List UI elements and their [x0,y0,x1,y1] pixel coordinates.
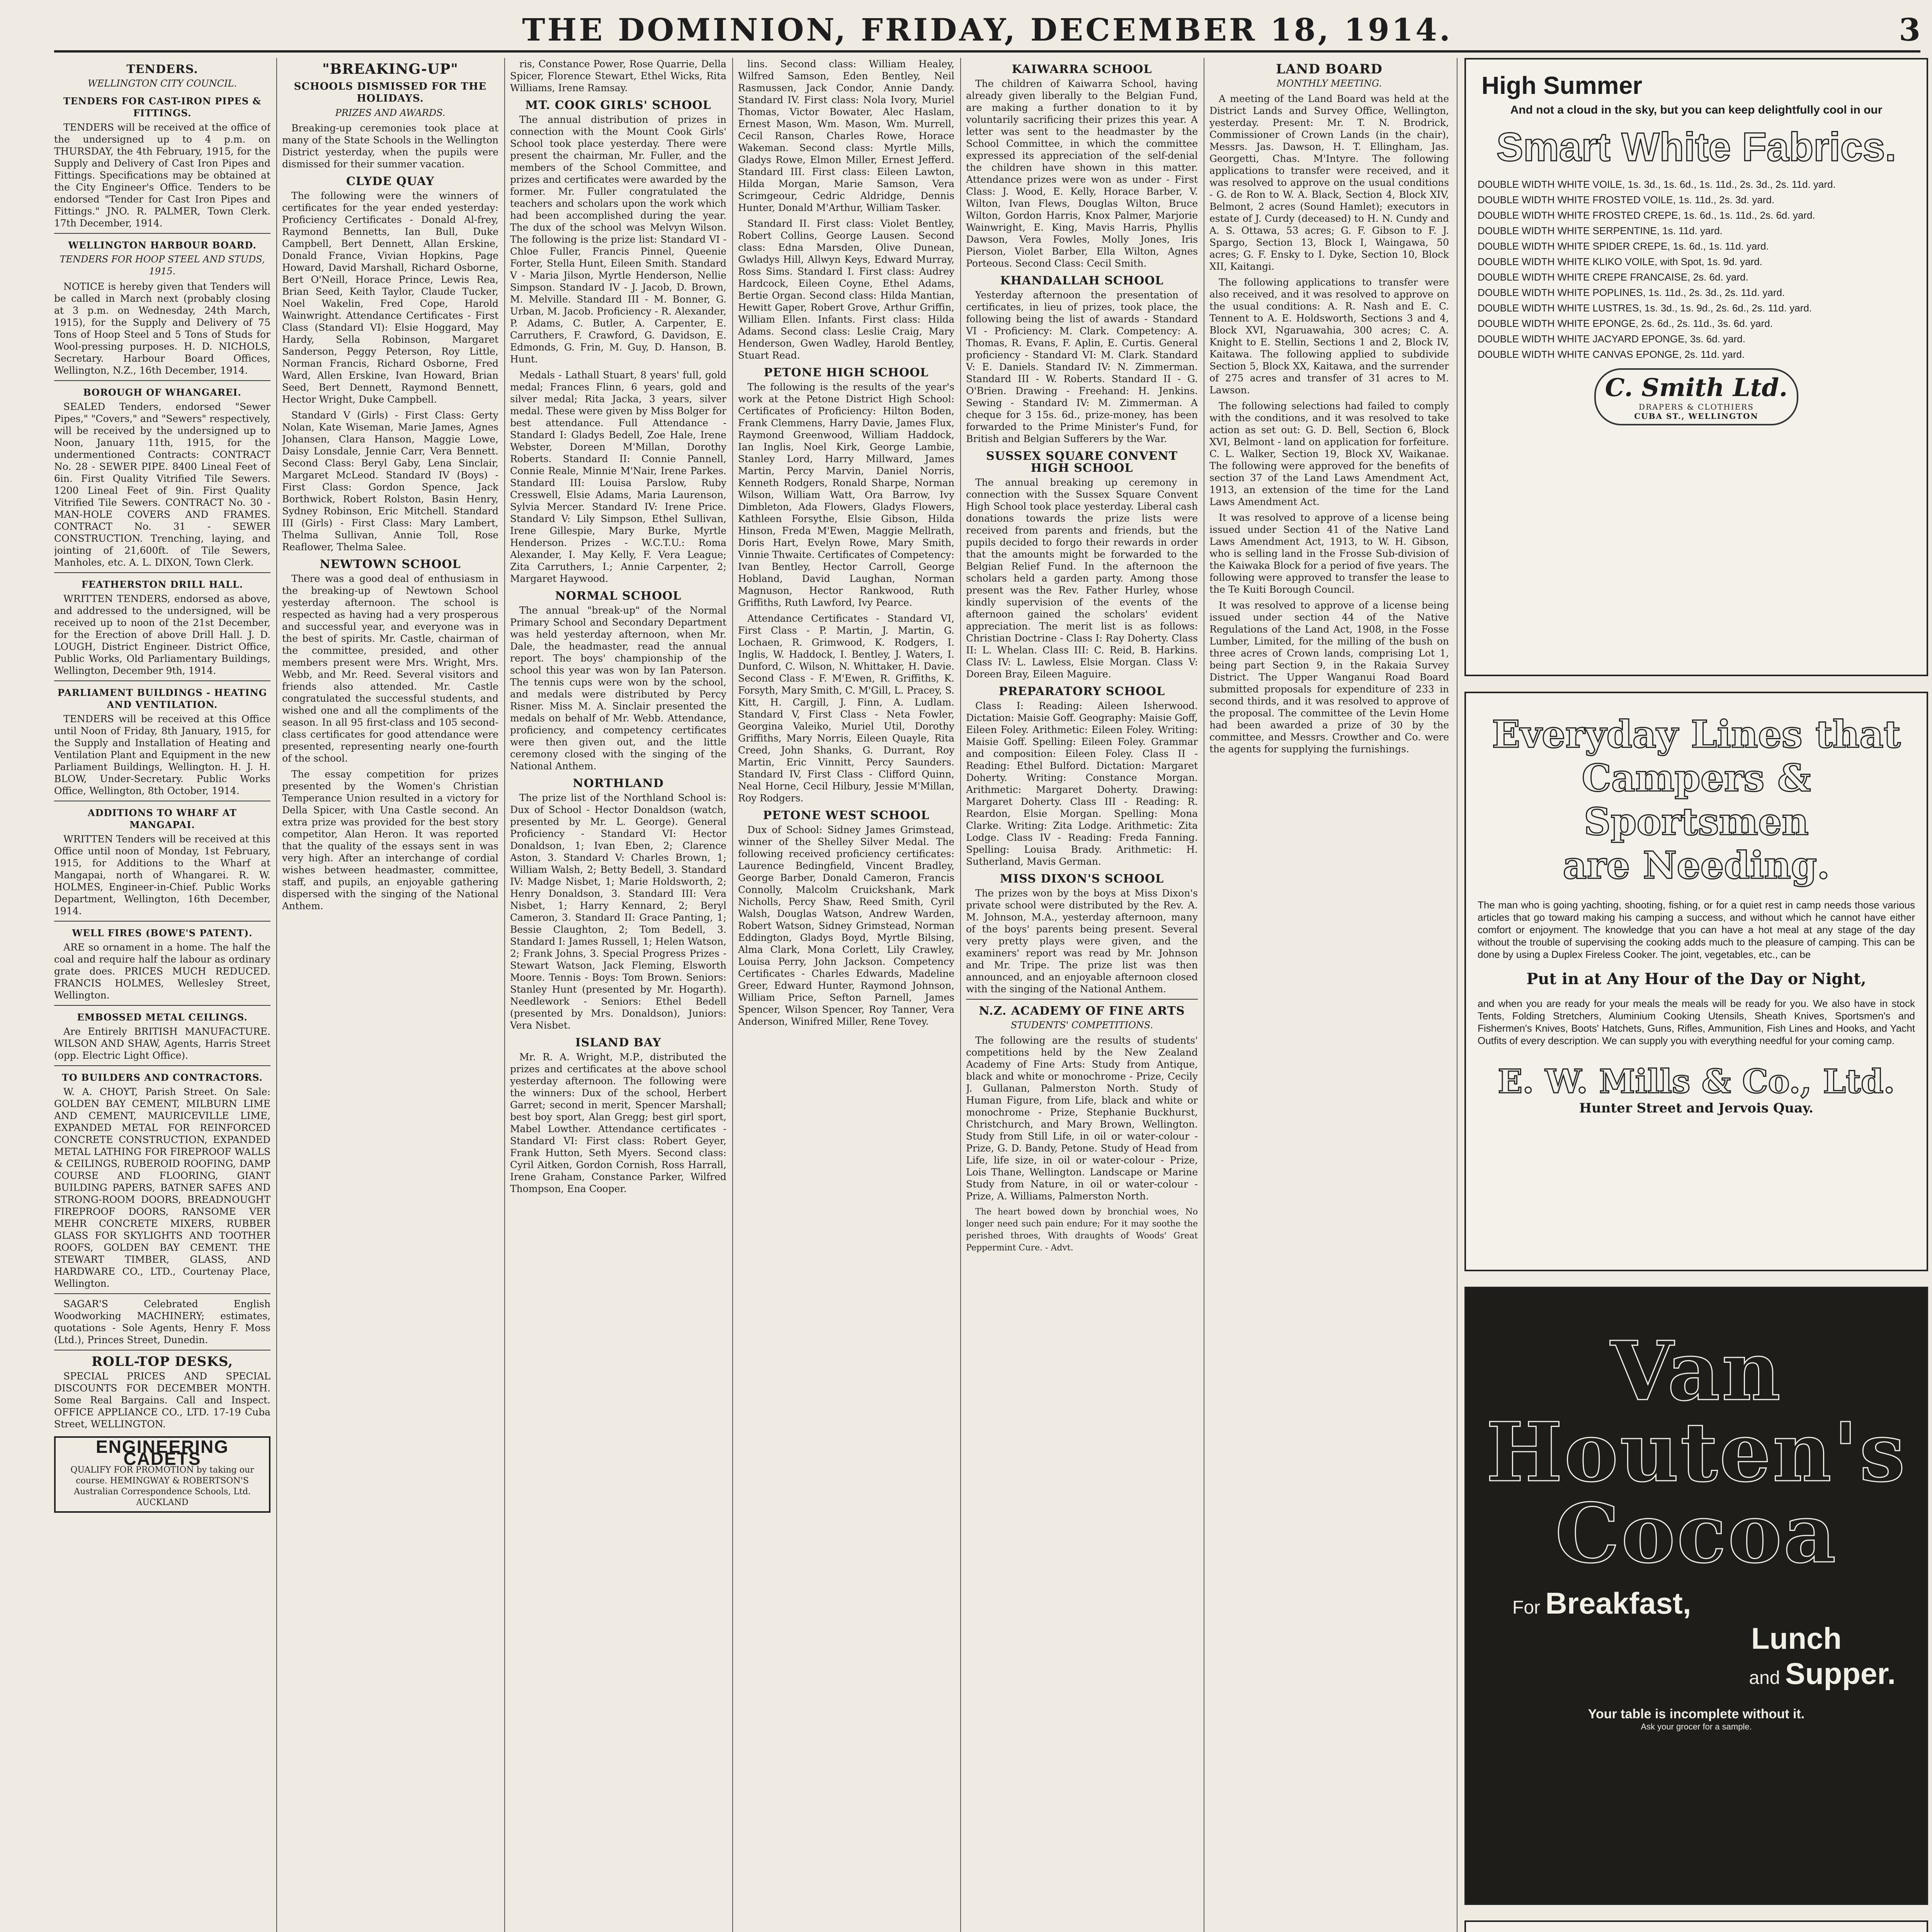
fabric-product-item: DOUBLE WIDTH WHITE FROSTED VOILE, 1s. 11d., 2s. 3d. yard. [1478,194,1775,206]
mills-body-2: and when you are ready for your meals the meals will be ready for you. We also have in stock Tents, Folding Stretchers, Aluminium Cooking Utensils, Sheath Knives, Sportsmen's and Fishermen's Knives, Boots' Hatchets, Guns, Rifles, Ammunition, Fish Lines and Hooks, and Yacht Outfits of every description. We can supply you with everything needful for your coming camp. [1478,998,1915,1046]
preparatory-body: Class I: Reading: Aileen Isherwood. Dictation: Maisie Goff. Geography: Maisie Goff, Eileen Foley. Arithmetic: Eileen Foley. Writing: Maisie Goff. Spelling: Eileen Foley. Grammar and composition: Eileen Foley. Class II - Reading: Ethel Bulford. Dictation: Margaret Doherty. Writing: Constance Morgan. Arithmetic: Margaret Doherty. Drawing: Margaret Doherty. Class III - Reading: R. Reardon, Elsie Morgan. Spelling: Mona Clarke. Writing: Zita Lodge. Arithmetic: Zita Lodge. Class IV - Reading: Freda Fanning. Spelling: Louisa Brady. Arithmetic: H. Sutherland, Mavis German. [966,700,1198,867]
mills-headline-1: Everyday Lines that [1492,713,1901,756]
khandallah-title: KHANDALLAH SCHOOL [1000,274,1164,287]
mills-campers-ad [1464,692,1928,1271]
col3-intro: ris, Constance Power, Rose Quarrie, Della Spicer, Florence Stewart, Ethel Wicks, Rita Williams, Irene Ramsay. [510,58,726,94]
cocoa-for: For [1512,1597,1540,1618]
breaking-up-column [282,58,498,1932]
engineering-title: ENGINEERING CADETS [95,1437,229,1469]
land-board-body: A meeting of the Land Board was held at the District Lands and Survey Office, Wellington, yesterday. Present: Mr. T. N. Brodrick, Commissioner of Crown Lands (in the chair), Messrs. Jas. Dawson, H. T. Ellingham, Jas. Georgetti, Chas. M'Intyre. The following applications to transfer were received, and it was resolved to approve on the usual conditions - G. de Ron to W. A. Black, Section 4, Block XIV, Belmont, 2 acres (Sound Hamlet); executors in estate of J. Curdy (deceased) to H. N. Cundy and A. S. Ottawa, 53 acres; G. F. Gibson to F. J. Spargo, Section 13, Block I, Waingawa, 50 acres; G. F. Ensky to I. Dyke, Section 10, Block XII, Kaitangi. [1209,93,1449,272]
cocoa-lunch: Lunch [1751,1621,1842,1655]
academy-title: N.Z. ACADEMY OF FINE ARTS [979,1004,1185,1018]
khandallah-body: Yesterday afternoon the presentation of certificates, in lieu of prizes, took place, the following being the list of awards - Standard VI - Proficiency: M. Clark. Competency: A. Thomas, R. Evans, F. Aplin, E. Curtis. General proficiency - Standard VI: M. Clark. Standard V: E. Daniels. Standard IV: N. Zimmerman. Standard III - W. Roberts. Standard II - G. O'Brien. Drawing - Freehand: H. Jenkins. Sewing - Standard IV: M. Zimmerman. A cheque for 3 15s. 6d., prize-money, has been forwarded to the Prime Minister's Fund, for British and Belgian Sufferers by the War. [966,289,1198,444]
land-board-subtitle: MONTHLY MEETING. [1276,78,1382,89]
newtown-title: NEWTOWN SCHOOL [320,558,461,571]
breaking-up-title: "BREAKING-UP" [322,61,459,77]
breaking-up-intro: Breaking-up ceremonies took place at many of the State Schools in the Wellington District yesterday, when the pupils were dismissed for their summer vacation. [282,122,498,170]
newtown-body-2: The essay competition for prizes presented by the Women's Christian Temperance Union resulted in a victory for Della Spicer, with Una Castle second. An extra prize was provided for the best story competitor, Alan Heron. It was reported that the quality of the essays sent in was very high. After an interchange of cordial wishes between headmaster, committee, staff, and pupils, an enjoyable gathering dispersed with the singing of the National Anthem. [282,769,498,912]
embossed-ceilings-body: Are Entirely BRITISH MANUFACTURE. WILSON AND SHAW, Agents, Harris Street (opp. Electric Light Office). [54,1026,270,1061]
petone-west-body: Dux of School: Sidney James Grimstead, winner of the Shelley Silver Medal. The following received proficiency certificates: Laurence Bedingfield, Vincent Bradley, George Barber, Donald Cameron, Francis Connolly, Malcolm Cruickshank, Mark Nicholls, Percy Shaw, Reed Smith, Cyril Walsh, Douglas Watson, Andrew Warden, Robert Watson, Sidney Grimstead, Norman Eddington, Gladys Boyd, Myrtle Bilsing, Alma Clark, Mona Corlett, Lily Crawley, Louisa Perry, John Jackson. Competency Certificates - Charles Edwards, Madeline Greer, Edward Hunter, Raymond Johnson, William Price, Sefton Parnell, James Spencer, Wilson Spencer, Roy Tanner, Vera Anderson, Winifred Miller, Rene Tovey. [738,824,954,1027]
smith-logo-sub: DRAPERS & CLOTHIERS [1639,402,1754,412]
harbour-board-sub: TENDERS FOR HOOP STEEL AND STUDS, 1915. [60,254,265,277]
cocoa-brand-2: Houten's [1486,1405,1907,1500]
tender-pipes-title: TENDERS FOR CAST-IRON PIPES & FITTINGS. [63,95,262,119]
kaiwarra-body: The children of Kaiwarra School, having already given liberally to the Belgian Fund, are making a further donation to it by voluntarily sacrificing their prizes this year. A letter was sent to the headmaster by the School Committee, in which the committee expressed its appreciation of the self-denial the children have shown in this matter. Attendance prizes were won as under - First Class: J. Wood, E. Kelly, Horace Barber, V. Wilton, Ivan Flews, Douglas Wilton, Bruce Wilton, Gordon Harris, Knox Palmer, Marjorie Wainwright, E. King, Mavis Harris, Phyllis Dawson, Vera Fowles, Molly Jones, Iris Pierson, Violet Barber, Ella Wilton, Agnes Porteous. Second Class: Cecil Smith. [966,78,1198,269]
tender-pipes-body: TENDERS will be received at the office of the undersigned up to 4 p.m. on THURSDAY, the 4th February, 1915, for the Supply and Delivery of Cast Iron Pipes and Fittings. Specifications may be obtained at the City Engineer's Office. Tenders to be endorsed "Tender for Cast Iron Pipes and Fittings." JNO. R. PALMER, Town Clerk. 17th December, 1914. [54,122,270,229]
col4-intro: lins. Second class: William Healey, Wilfred Samson, Eden Bentley, Neil Rasmussen, Jack Condor, Annie Dandy. Standard IV. First class: Nola Ivory, Muriel Thomas, Victor Bowater, Alec Haslam, Ernest Mason, Wm. Mason, Wm. Murrell, Cecil Ranson, Charles Rowe, Horace Wakeman. Second class: Myrtle Mills, Gladys Rowe, Elmon Miller, Ernest Jefferd. Standard III. First class: Eileen Lawton, Hilda Morgan, Marie Samson, Vera Scrimgeour, Cedric Aldridge, Dennis Hunter, Donald M'Arthur, William Tasker. [738,58,954,213]
mills-firm: E. W. Mills & Co., Ltd. [1498,1062,1895,1100]
cocoa-brand-1: Van [1610,1323,1782,1419]
embossed-ceilings-title: EMBOSSED METAL CEILINGS. [77,1012,248,1023]
schools-column-3 [738,58,954,1932]
sagar-notice: SAGAR'S Celebrated English Woodworking MACHINERY; estimates, quotations - Sole Agents, Henry F. Moss (Ltd.), Princes Street, Dunedin. [54,1298,270,1345]
cocoa-and: and [1749,1668,1780,1688]
featherston-body: WRITTEN TENDERS, endorsed as above, and addressed to the undersigned, will be received up to noon of the 21st December, for the Erection of above Drill Hall. J. D. LOUGH, District Engineer. District Office, Public Works, Old Parliamentary Buildings, Wellington, December 9th, 1914. [54,593,270,676]
petone-west-title: PETONE WEST SCHOOL [763,809,930,822]
rolltop-body: SPECIAL PRICES AND SPECIAL DISCOUNTS FOR DECEMBER MONTH. Some Real Bargains. Call and Inspect. OFFICE APPLIANCE CO., LTD. 17-19 Cuba Street, WELLINGTON. [54,1371,270,1430]
masthead [54,12,1920,53]
high-summer-tagline: And not a cloud in the sky, but you can keep delightfully cool in our [1510,104,1883,116]
northland-body: The prize list of the Northland School is: Dux of School - Hector Donaldson (watch, presented by Mr. L. George). General Proficiency - Standard VI: Hector Donaldson, 1; Ivan Eben, 2; Clarence Aston, 3. Standard V: Charles Brown, 1; William Walsh, 2; Betty Bedell, 3. Standard IV: Madge Nisbet, 1; Marie Holdsworth, 2; Henry Donaldson, 3. Standard III: Vera Nisbet, 1; Harry Kennard, 2; Beryl Cameron, 3. Standard II: Grace Panting, 1; Bessie Claughton, 2; Tom Bedell, 3. Standard I: James Russell, 1; Helen Watson, 2; Frank Johns, 3. Special Progress Prizes - Stewart Watson, Jack Fleming, Elsworth Moore. Tennis - Boys: Tom Brown. Seniors: Stanley Hunt (presented by Mr. Hogarth). Needlework - Seniors: Ethel Bedell (presented by Mrs. Donaldson), Juniors: Vera Nisbet. [510,792,726,1031]
column-rule [276,58,277,1932]
land-board-column [1209,58,1449,1932]
sussex-title: SUSSEX SQUARE CONVENT HIGH SCHOOL [986,449,1178,475]
newtown-body: There was a good deal of enthusiasm in the breaking-up of Newtown School yesterday afternoon. The school is respected as having had a very prosperous and successful year, and everyone was in the best of spirits. Mr. Castle, chairman of the committee, presided, and other members present were Mrs. Wright, Mrs. Webb, and Mr. Reed. Several visitors and friends also attended. Mr. Castle congratulated the successful students, and wished one and all the compliments of the season. In all 95 first-class and 105 second-class certificates for good attendance were presented, representing nearly one-fourth of the school. [282,573,498,764]
academy-body: The following are the results of students' competitions held by the New Zealand Academy of Fine Arts: Study from Antique, black and white or monochrome - Prize, Cecily J. Gullanan, Palmerston North. Study of Human Figure, from Life, black and white or monochrome - Prize, Stephanie Buckhurst, Christchurch, and Mary Brown, Wellington. Study from Still Life, in oil or water-colour - Prize, G. D. Bandy, Petone. Study of Head from Life, life size, in oil or water-colour - Prize, Lois Thane, Wellington. Landscape or Marine Study from Nature, in oil or water-colour - Prize, A. Williams, Palmerston North. [966,1035,1198,1202]
fabric-product-item: DOUBLE WIDTH WHITE CREPE FRANCAISE, 2s. 6d. yard. [1478,271,1748,283]
engineering-cadets-ad [54,1436,270,1513]
tenders-header: TENDERS. [126,63,198,76]
northland-title: NORTHLAND [573,777,664,790]
cocoa-brand-3: Cocoa [1555,1486,1838,1581]
clyde-quay-title: CLYDE QUAY [346,175,435,188]
peppermint-cure-advt: The heart bowed down by bronchial woes, No longer need such pain endure; For it may soothe the perished throes, With draughts of Woods' Great Peppermint Cure. - Advt. [966,1207,1198,1253]
tenders-column [54,58,270,1932]
fabric-product-item: DOUBLE WIDTH WHITE POPLINES, 1s. 11d., 2s. 3d., 2s. 11d. yard. [1478,287,1785,298]
council-name: WELLINGTON CITY COUNCIL. [87,78,237,89]
kaiwarra-title: KAIWARRA SCHOOL [1012,63,1152,76]
fabric-product-item: DOUBLE WIDTH WHITE EPONGE, 2s. 6d., 2s. 11d., 3s. 6d. yard. [1478,318,1773,329]
engineering-body: QUALIFY FOR PROMOTION by taking our course. HEMINGWAY & ROBERTSON'S Australian Correspondence Schools, Ltd. AUCKLAND [70,1465,254,1507]
fabric-product-item: DOUBLE WIDTH WHITE KLIKO VOILE, with Spot, 1s. 9d. yard. [1478,256,1762,267]
mills-callout: Put in at Any Hour of the Day or Night, [1526,970,1866,988]
masthead-title: THE DOMINION, FRIDAY, DECEMBER 18, 1914. [522,12,1452,48]
land-board-body-2: The following applications to transfer were also received, and it was resolved to approve on the usual conditions: A. R. Nash and E. C. Tennent to A. E. Holdsworth, Sections 3 and 4, Block XVI, Ngaruawahia, 300 acres; C. A. Knight to E. Stellin, Sections 1 and 2, Block IV, Kaitawa. The following applied to subdivide Section 5, Block XX, Kaitawa, and the surrender of 275 acres and transfer of 31 acres to M. Lawson. [1209,277,1449,396]
petone-high-body-2: Attendance Certificates - Standard VI, First Class - P. Martin, J. Martin, G. Lochaen, R. Grimwood, K. Rodgers, I. Inglis, W. Haddock, I. Bentley, J. Waters, I. Dunford, C. Wilson, N. Whittaker, H. Davie. Second Class - F. M'Ewen, R. Griffiths, K. Forsyth, Mary Smith, C. M'Gill, L. Pracey, S. Kitt, H. Cargill, J. Finn, A. Ludlam. Standard V, First Class - Neta Fowler, Georgina Valeiko, Muriel Util, Dorothy Griffiths, Mary Norris, Eileen Quayle, Rita Creed, John Shanks, G. Durrant, Roy Martin, Eric Vinnitt, Percy Saunders. Standard IV, First Class - Clifford Quinn, Neal Horne, Cecil Hilbury, Jessie M'Millan, Roy Rodgers. [738,613,954,804]
builders-body: W. A. CHOYT, Parish Street. On Sale: GOLDEN BAY CEMENT, MILBURN LIME AND CEMENT, MAURICEVILLE LIME, EXPANDED METAL FOR REINFORCED CONCRETE CONSTRUCTION, EXPANDED METAL LATHING FOR FIREPROOF WALLS & CEILINGS, RUBEROID ROOFING, DAMP COURSE AND FLOORING, GIANT BUILDING PAPERS, BATNER SAFES AND STRONG-ROOM DOORS, BREADNOUGHT FIREPROOF DOORS, RANSOME VER MEHR CONCRETE MIXERS, RUBBER GLASS FOR SKYLIGHTS AND TOOTHER ROOFS, GOLDEN BAY CEMENT. THE STEWART TIMBER, GLASS, AND HARDWARE CO., LTD., Courtenay Place, Wellington. [54,1086,270,1289]
preparatory-title: PREPARATORY SCHOOL [998,685,1165,698]
cocoa-breakfast: Breakfast, [1545,1586,1691,1620]
mills-address: Hunter Street and Jervois Quay. [1579,1100,1813,1116]
builders-title: TO BUILDERS AND CONTRACTORS. [62,1072,263,1083]
sussex-body: The annual breaking up ceremony in connection with the Sussex Square Convent High School took place yesterday. Liberal cash donations towards the prize lists were received from parents and friends, but the pupils decided to forgo their rewards in order that the amounts might be forwarded to the Belgian Relief Fund. In the afternoon the scholars held a garden party. Among those present was the Rev. Father Hurley, whose kindly supervision of the events of the afternoon gained the scholars' evident appreciation. The merit list is as follows: Christian Doctrine - Class I: Ray Doherty. Class II: L. Whelan. Class III: C. Reid, B. Harkins. Class IV: L. Lawless, Elsie Morgan. Class V: Doreen Bray, Eileen Maguire. [966,477,1198,680]
van-houten-cocoa-ad [1464,1287,1928,1905]
whangarei-title: BOROUGH OF WHANGAREI. [83,387,242,398]
clyde-quay-body-2: Standard V (Girls) - First Class: Gerty Nolan, Kate Wiseman, Marie James, Agnes Johansen, Clara Hanson, Maggie Lowe, Daisy Lonsdale, Jennie Carr, Vera Bennett. Second Class: Beryl Gaby, Lena Sinclair, Margaret McLeod. Standard IV (Boys) - First Class: Gordon Spence, Jack Borthwick, Robert Rolston, Basin Henry, Sydney Robinson, Eric Mitchell. Standard III (Girls) - First Class: Mary Lambert, Thelma Sullivan, Annie Toll, Rose Reaflower, Thelma Salee. [282,410,498,553]
clyde-quay-body: The following were the winners of certificates for the year ended yesterday: Proficiency Certificates - Donald Al-frey, Raymond Bennetts, Ian Bull, Duke Campbell, Bert Dennett, Allan Erskine, Donald France, Vivian Hopkins, Page Howard, David Marshall, Richard Osborne, Bert O'Neill, Horace Prince, Lewis Rea, Brian Seed, Keith Taylor, Claude Tucker, Noel Wakelin, Fred Cope, Harold Wainwright. Attendance Certificates - First Class (Standard VI): Elsie Hoggard, May Hardy, Sella Robinson, Margaret Sanderson, Peggy Peterson, Roy Little, Norman Francis, Richard Osborne, Fred Ward, Allen Erskine, Ivan Howard, Brian Seed, Bert Dennett, Raymond Bennett, Hector Wright, Duke Campbell. [282,190,498,405]
harbour-board-title: WELLINGTON HARBOUR BOARD. [68,240,257,251]
cocoa-supper: Supper. [1785,1656,1896,1690]
grape-nuts-ad [1464,1920,1928,1932]
mills-body: The man who is going yachting, shooting, fishing, or for a quiet rest in camp needs those various articles that go toward making his camping a success, and without which he cannot have either comfort or enjoyment. The knowledge that you can have a hot meal at any stage of the day without the trouble of supervising the cooking adds much to the pleasure of camping. This can be done by using a Duplex Fireless Cooker. The joint, vegetables, etc., can be [1478,899,1915,960]
prizes-awards: PRIZES AND AWARDS. [335,107,446,118]
breaking-up-subtitle: SCHOOLS DISMISSED FOR THE HOLIDAYS. [294,81,487,104]
mt-cook-body: The annual distribution of prizes in connection with the Mount Cook Girls' School took place yesterday. There were present the chairman, Mr. Fuller, and the members of the School Committee, and prizes and certificates were awarded by the former. Mr. Fuller congratulated the teachers and scholars upon the work which had been accomplished during the year. The dux of the school was Melvyn Wilson. The following is the prize list: Standard VI - Chloe Fuller, Francis Pinnel, Queenie Forter, Stella Hunt, Eileen Smith. Standard V - Maria Jilson, Myrtle Henderson, Nellie Simpson. Standard IV - J. Jacob, D. Brown, M. Melville. Standard III - M. Bonner, G. Urban, M. Jacob. Proficiency - R. Alexander, P. Adams, C. Butler, A. Carpenter, E. Carruthers, F. Crawford, G. Davidson, E. Edmonds, G. Frin, M. Guy, D. Hanson, B. Hunt. [510,114,726,365]
schools-column-2 [510,58,726,1932]
cocoa-sample: Ask your grocer for a sample. [1641,1722,1752,1731]
fabric-product-item: DOUBLE WIDTH WHITE LUSTRES, 1s. 3d., 1s. 9d., 2s. 6d., 2s. 11d. yard. [1478,302,1812,314]
fabric-product-item: DOUBLE WIDTH WHITE SERPENTINE, 1s. 11d. yard. [1478,225,1723,236]
well-fires-body: ARE so ornament in a home. The half the coal and require half the labour as ordinary grate does. PRICES MUCH REDUCED. FRANCIS HOLMES, Wellesley Street, Wellington. [54,942,270,1001]
academy-sub: STUDENTS' COMPETITIONS. [1010,1020,1153,1031]
island-bay-body: Mr. R. A. Wright, M.P., distributed the prizes and certificates at the above school yesterday afternoon. The following were the winners: Dux of the school, Herbert Garret; second in merit, Spencer Marshall; best boy sport, Alan Gregg; best girl sport, Mabel Lowther. Attendance certificates - Standard VI: First class: Robert Geyer, Frank Hutton, Seth Myers. Second class: Cyril Aitken, Gordon Cornish, Ross Harrall, Irene Graham, Constance Parker, Wilfred Thompson, Ena Cooper. [510,1051,726,1194]
land-board-body-4: It was resolved to approve of a license being issued under Section 41 of the Native Land Laws Amendment Act, 1913, to W. H. Gibson, who is selling land in the Frosse Sub-division of the Kaiwaka Block for a period of five years. The following were approved to transfer the lease to the Te Kuiti Borough Council. [1209,512,1449,595]
schools-column-4 [966,58,1198,1932]
column-rule [1457,58,1458,1932]
fabric-product-item: DOUBLE WIDTH WHITE SPIDER CREPE, 1s. 6d., 1s. 11d. yard. [1478,240,1769,252]
smith-logo [1594,368,1798,425]
rolltop-title: ROLL-TOP DESKS, [91,1354,233,1369]
miss-dixon-title: MISS DIXON'S SCHOOL [1000,872,1164,886]
page-number: 3 [1899,12,1920,48]
well-fires-title: WELL FIRES (BOWE'S PATENT). [72,927,253,939]
featherston-title: FEATHERSTON DRILL HALL. [81,579,243,590]
petone-high-title: PETONE HIGH SCHOOL [764,366,929,379]
smith-logo-place: CUBA ST., WELLINGTON [1634,411,1759,421]
normal-school-title: NORMAL SCHOOL [555,589,682,603]
smart-white-headline: Smart White Fabrics. [1496,125,1896,170]
high-summer-kicker: High Summer [1481,71,1643,99]
wharf-body: WRITTEN Tenders will be received at this Office until noon of Monday, 1st February, 1915, for Additions to the Wharf at Mangapai, north of Whangarei. R. W. HOLMES, Engineer-in-Chief. Public Works Department, Wellington, 16th December, 1914. [54,833,270,917]
mills-headline-2: Campers & Sportsmen [1582,756,1811,844]
fabric-product-item: DOUBLE WIDTH WHITE CANVAS EPONGE, 2s. 11d. yard. [1478,349,1745,360]
normal-school-body: The annual "break-up" of the Normal Primary School and Secondary Department was held yesterday afternoon, when Mr. Dale, the headmaster, read the annual report. The boys' championship of the school this year was won by Ian Paterson. The tennis cups were won by the school, and medals were distributed by Percy Risner. Miss M. A. Sinclair presented the medals on behalf of Mr. Webb. Attendance, proficiency, and competency certificates were then given out, and the little ceremony closed with the singing of the National Anthem. [510,605,726,772]
smart-white-fabrics-ad [1464,58,1928,676]
wharf-title: ADDITIONS TO WHARF AT MANGAPAI. [88,807,237,830]
miss-dixon-body: The prizes won by the boys at Miss Dixon's private school were distributed by the Rev. A. M. Johnson, M.A., yesterday afternoon, many of the boys' parents being present. Several very pretty plays were given, and the examiners' report was read by Mr. Johnson and Mr. Tripe. The prize list was then announced, and an enjoyable afternoon closed with the singing of the National Anthem. [966,888,1198,995]
land-board-title: LAND BOARD [1276,61,1383,77]
advertisements-column [1464,58,1928,1932]
fabric-product-item: DOUBLE WIDTH WHITE VOILE, 1s. 3d., 1s. 6d., 1s. 11d., 2s. 3d., 2s. 11d. yard. [1478,179,1836,190]
fabric-product-list [1466,178,1927,361]
whangarei-body: SEALED Tenders, endorsed "Sewer Pipes," "Covers," and "Sewers" respectively, will be received by the undersigned up to Noon, January 11th, 1915, for the undermentioned Contracts: CONTRACT No. 28 - SEWER PIPE. 8400 Lineal Feet of 6in. First Quality Vitrified Tile Sewers. 1200 Lineal Feet of 9in. First Quality Vitrified Tile Sewers. CONTRACT No. 30 - MAN-HOLE COVERS AND FRAMES. CONTRACT No. 31 - SEWER CONSTRUCTION. Trenching, laying, and jointing of 21,600ft. of Tile Sewers, Manholes, etc. A. L. DIXON, Town Clerk. [54,401,270,568]
parliament-title: PARLIAMENT BUILDINGS - HEATING AND VENTILATION. [57,687,267,710]
smith-logo-name: C. Smith Ltd. [1605,373,1788,402]
cocoa-tagline: Your table is incomplete without it. [1588,1707,1805,1721]
fabric-product-item: DOUBLE WIDTH WHITE JACYARD EPONGE, 3s. 6d. yard. [1478,333,1745,345]
land-board-body-5: It was resolved to approve of a license being issued under section 44 of the Native Regulations of the Land Act, 1908, in the Fosse Lumber, Limited, for the milling of the bush on three acres of Crown lands, comprising Lot 1, being part Section 9, in the Rakaia Survey District. The Upper Wanganui Road Board submitted proposals for expenditure of 233 in second thirds, and it was resolved to approve of the proposal. The committee of the Levin Home had been awarded a prize of 30 by the committee, and Messrs. Crowther and Co. were the agents for supplying the furnishings. [1209,600,1449,755]
mt-cook-title: MT. COOK GIRLS' SCHOOL [525,99,711,112]
island-bay-title: ISLAND BAY [575,1036,662,1049]
mills-headline-3: are Needing. [1563,844,1830,887]
column-rule [504,58,505,1932]
mt-cook-body-2: Medals - Lathall Stuart, 8 years' full, gold medal; Frances Flinn, 6 years, gold and silver medal; Rita Jacka, 3 years, silver medal. These were given by Miss Bolger for best attendance. Full Attendance - Standard I: Gladys Bedell, Zoe Hale, Irene Webster, Doreen M'Millan, Dorothy Roberts. Standard II: Connie Pannell, Connie Reale, Minnie M'Nair, Irene Parkes. Standard III: Louisa Parslow, Ruby Cresswell, Elsie Adams, Maria Laurenson, Sylvia Mercer. Standard IV: Irene Price. Standard V: Lily Simpson, Ethel Sullivan, Irene Gillespie, Mary Burke, Myrtle Henderson. Prizes - W.C.T.U.: Roma Alexander, I. May Kelly, F. Vera League; Zita Carruthers, I.; Annie Carpenter, 2; Margaret Haywood. [510,369,726,584]
fabric-product-item: DOUBLE WIDTH WHITE FROSTED CREPE, 1s. 6d., 1s. 11d., 2s. 6d. yard. [1478,209,1815,221]
column-rule [960,58,961,1932]
parliament-body: TENDERS will be received at this Office until Noon of Friday, 8th January, 1915, for the Supply and Installation of Heating and Ventilation Plant and Equipment in the new Parliament Buildings, Wellington. H. J. H. BLOW, Under-Secretary. Public Works Office, Wellington, 8th October, 1914. [54,713,270,796]
column-rule [732,58,733,1932]
petone-high-body: The following is the results of the year's work at the Petone District High School: Certificates of Proficiency: Hilton Boden, Frank Clemmens, Harry Davie, James Flux, Raymond Greenwood, William Haddock, Ian Inglis, Noel Kirk, George Lambie, Stanley Lord, Harry Millward, James Martin, Percy Marvin, Daniel Norris, Kenneth Rodgers, Ronald Sharpe, Norman Wilson, William Watt, Ora Barrow, Ivy Dimbleton, Ada Flowers, Gladys Flowers, Kathleen Forsythe, Elsie Gibson, Hilda Hinson, Freda M'Ewen, Maggie Mellrath, Doris Hart, Evelyn Rowe, Mary Smith, Vinnie Thwaite. Certificates of Competency: Ivan Bentley, Hector Carroll, George Hobland, David Laughan, Norman Magnuson, Hector Rankwood, Ruth Griffiths, Ruth Lawford, Ivy Pearce. [738,381,954,608]
harbour-board-body: NOTICE is hereby given that Tenders will be called in March next (probably closing at 3 p.m. on Wednesday, 24th March, 1915), for the Supply and Delivery of 75 Tons of Hoop Steel and 5 Tons of Studs for Wool-pressing purposes. H. D. NICHOLS, Secretary. Harbour Board Offices, Wellington, N.Z., 16th December, 1914. [54,281,270,376]
col4-intro-2: Standard II. First class: Violet Bentley, Robert Collins, George Lausen. Second class: Edna Marsden, Olive Dunean, Gwladys Hill, Allwyn Keys, Edward Murray, Ross Sims. Standard I. First class: Audrey Hardcock, Eileen Coyne, Ethel Adams, Bertie Organ. Second class: Hilda Mantian, Hewitt Gaper, Robert Grove, Arthur Griffin, William Ellen. Infants. First class: Hilda Adams. Second class: Leslie Craig, Mary Henderson, Gwen Wadley, Harold Bentley, Stuart Read. [738,218,954,361]
land-board-body-3: The following selections had failed to comply with the conditions, and it was resolved to take action as set out: G. D. Bell, Section 6, Block XVI, Belmont - land on application for forfeiture. C. L. Walker, Section 19, Block XV, Waikanae. The following were approved for the benefits of section 37 of the Land Laws Amendment Act, 1913, an extension of the time for the Land Laws Amendment Act. [1209,400,1449,507]
